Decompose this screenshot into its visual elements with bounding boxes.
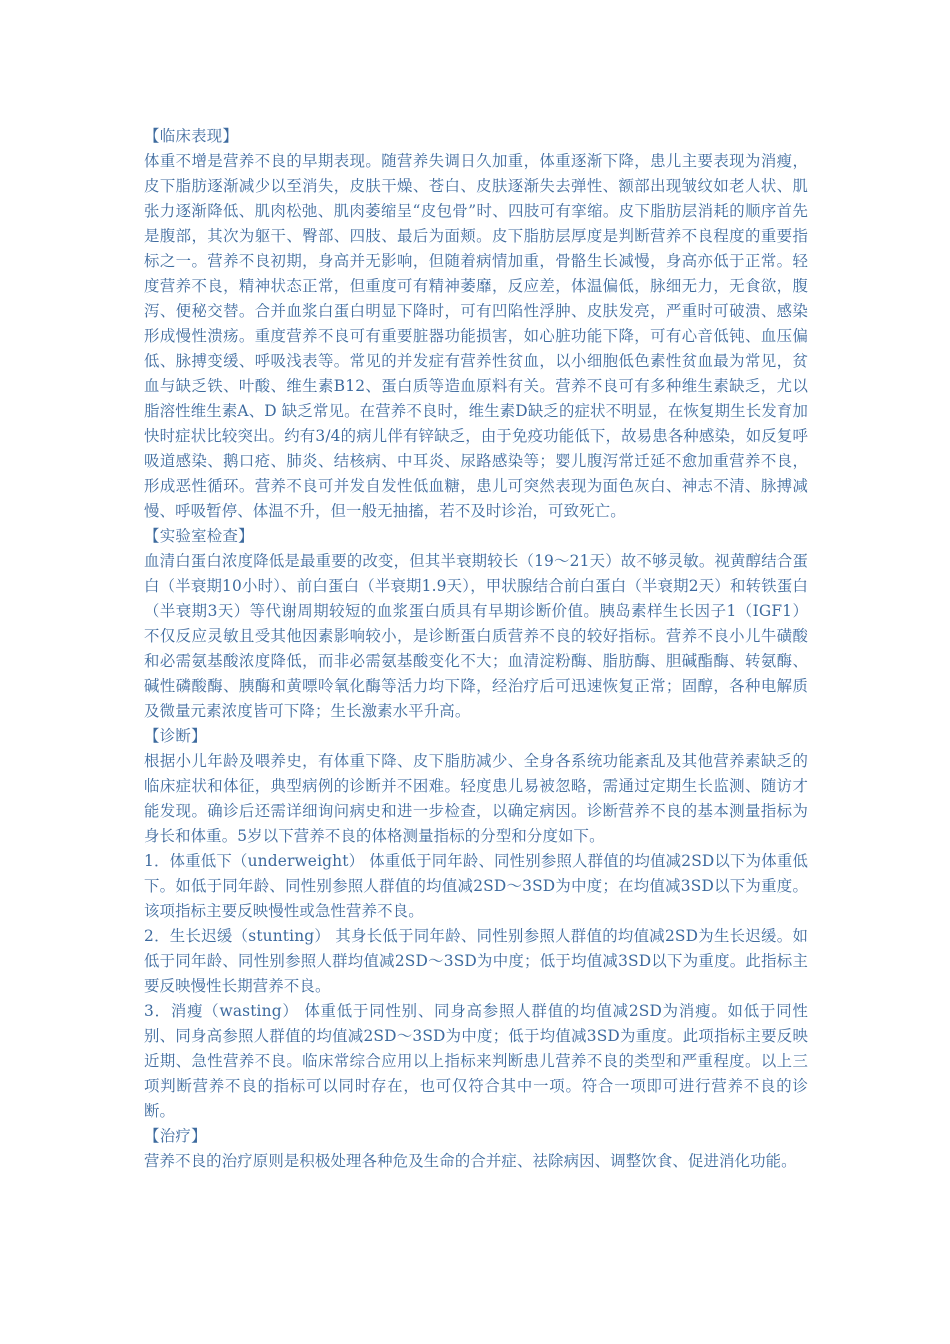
document-page (144, 124, 808, 1174)
section-diagnosis (144, 724, 808, 1124)
section-clinical (144, 124, 808, 524)
paragraph-diagnosis-stunting: 2．生长迟缓（stunting） 其身长低于同年龄、同性别参照人群值的均值减2SD为生长迟缓。如低于同年龄、同性别参照人群均值减2SD～3SD为中度；低于均值减3SD以下为重度。此指标主要反映慢性长期营养不良。 (144, 927, 808, 995)
section-heading-treatment: 【治疗】 (144, 1127, 207, 1145)
paragraph-diagnosis-intro: 根据小儿年龄及喂养史，有体重下降、皮下脂肪减少、全身各系统功能紊乱及其他营养素缺乏的临床症状和体征，典型病例的诊断并不困难。轻度患儿易被忽略，需通过定期生长监测、随访才能发现。确诊后还需详细询问病史和进一步检查，以确定病因。诊断营养不良的基本测量指标为身长和体重。5岁以下营养不良的体格测量指标的分型和分度如下。 (144, 752, 808, 845)
paragraph-clinical: 体重不增是营养不良的早期表现。随营养失调日久加重，体重逐渐下降，患儿主要表现为消瘦，皮下脂肪逐渐减少以至消失，皮肤干燥、苍白、皮肤逐渐失去弹性、额部出现皱纹如老人状、肌张力逐渐降低、肌肉松弛、肌肉萎缩呈“皮包骨”时、四肢可有挛缩。皮下脂肪层消耗的顺序首先是腹部，其次为躯干、臀部、四肢、最后为面颊。皮下脂肪层厚度是判断营养不良程度的重要指标之一。营养不良初期，身高并无影响，但随着病情加重，骨骼生长减慢，身高亦低于正常。轻度营养不良，精神状态正常，但重度可有精神萎靡，反应差，体温偏低，脉细无力，无食欲，腹泻、便秘交替。合并血浆白蛋白明显下降时，可有凹陷性浮肿、皮肤发亮，严重时可破溃、感染形成慢性溃疡。重度营养不良可有重要脏器功能损害，如心脏功能下降，可有心音低钝、血压偏低、脉搏变缓、呼吸浅表等。常见的并发症有营养性贫血，以小细胞低色素性贫血最为常见，贫血与缺乏铁、叶酸、维生素B12、蛋白质等造血原料有关。营养不良可有多种维生素缺乏，尤以脂溶性维生素A、D 缺乏常见。在营养不良时，维生素D缺乏的症状不明显，在恢复期生长发育加快时症状比较突出。约有3/4的病儿伴有锌缺乏，由于免疫功能低下，故易患各种感染，如反复呼吸道感染、鹅口疮、肺炎、结核病、中耳炎、尿路感染等；婴儿腹泻常迁延不愈加重营养不良，形成恶性循环。营养不良可并发自发性低血糖，患儿可突然表现为面色灰白、神志不清、脉搏减慢、呼吸暂停、体温不升，但一般无抽搐，若不及时诊治，可致死亡。 (144, 152, 808, 520)
section-heading-diagnosis: 【诊断】 (144, 727, 207, 745)
paragraph-diagnosis-wasting: 3．消瘦（wasting） 体重低于同性别、同身高参照人群值的均值减2SD为消瘦。如低于同性别、同身高参照人群值的均值减2SD～3SD为中度；低于均值减3SD为重度。此项指标主要反映近期、急性营养不良。临床常综合应用以上指标来判断患儿营养不良的类型和严重程度。以上三项判断营养不良的指标可以同时存在，也可仅符合其中一项。符合一项即可进行营养不良的诊断。 (144, 1002, 808, 1120)
paragraph-lab: 血清白蛋白浓度降低是最重要的改变，但其半衰期较长（19～21天）故不够灵敏。视黄醇结合蛋白（半衰期10小时）、前白蛋白（半衰期1.9天），甲状腺结合前白蛋白（半衰期2天）和转铁蛋白（半衰期3天）等代谢周期较短的血浆蛋白质具有早期诊断价值。胰岛素样生长因子1（IGF1）不仅反应灵敏且受其他因素影响较小，是诊断蛋白质营养不良的较好指标。营养不良小儿牛磺酸和必需氨基酸浓度降低，而非必需氨基酸变化不大；血清淀粉酶、脂肪酶、胆碱酯酶、转氨酶、碱性磷酸酶、胰酶和黄嘌呤氧化酶等活力均下降，经治疗后可迅速恢复正常；固醇，各种电解质及微量元素浓度皆可下降；生长激素水平升高。 (144, 552, 808, 720)
section-heading-lab: 【实验室检查】 (144, 527, 254, 545)
section-treatment (144, 1124, 808, 1174)
section-lab (144, 524, 808, 724)
paragraph-diagnosis-underweight: 1．体重低下（underweight） 体重低于同年龄、同性别参照人群值的均值减2SD以下为体重低下。如低于同年龄、同性别参照人群值的均值减2SD～3SD为中度；在均值减3SD以下为重度。该项指标主要反映慢性或急性营养不良。 (144, 852, 808, 920)
paragraph-treatment: 营养不良的治疗原则是积极处理各种危及生命的合并症、祛除病因、调整饮食、促进消化功能。 (144, 1152, 797, 1170)
section-heading-clinical: 【临床表现】 (144, 127, 239, 145)
